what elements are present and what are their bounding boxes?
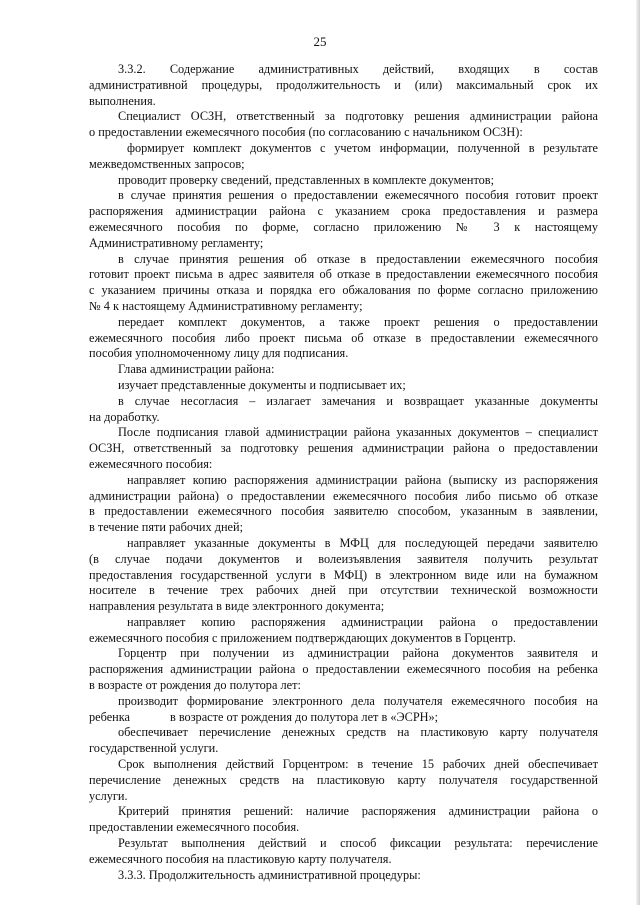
text-line: ребенка в возрасте от рождения до полутора лет в «ЭСРН»;: [89, 709, 439, 724]
text-line: в случае принятия решения об отказе в предоставлении ежемесячного пособия: [118, 251, 598, 266]
text-line: администрации района) о предоставлении ежемесячного пособия либо письмо об отказе: [89, 488, 598, 503]
text-line: ежемесячного пособия на пластиковую карту получателя.: [89, 851, 392, 866]
text-line: предоставления государственной услуги в МФЦ) в электронном виде или на бумажном: [89, 567, 598, 582]
text-line: государственной услуги.: [89, 741, 219, 756]
text-line: выполнения.: [89, 93, 156, 108]
text-line: проводит проверку сведений, представленных в комплекте документов;: [118, 172, 495, 187]
text-line: распоряжения администрации района о предоставлении ежемесячного пособия на ребенка: [89, 662, 598, 677]
text-line: в случае несогласия – излагает замечания и возвращает указанные документы: [118, 393, 598, 408]
text-line: (в случае подачи документов и волеизъявления заявителя получить результат: [89, 551, 598, 566]
text-line: передает комплект документов, а также проект решения о предоставлении: [118, 314, 598, 329]
text-line: административной процедуры, продолжительность и (или) максимальный срок их: [89, 77, 598, 92]
text-line: Специалист ОСЗН, ответственный за подготовку решения администрации района: [118, 109, 598, 124]
text-line: на доработку.: [89, 409, 160, 424]
scan-edge-shadow: [636, 0, 640, 905]
text-line: направляет указанные документы в МФЦ для последующей передачи заявителю: [127, 535, 598, 550]
text-line: в течение пяти рабочих дней;: [89, 520, 243, 535]
text-line: Административному регламенту;: [89, 235, 264, 250]
text-line: носителе в течение трех рабочих дней при отсутствии технической возможности: [89, 583, 598, 598]
text-line: ежемесячного пособия по форме, согласно приложению № 3 к настоящему: [89, 219, 598, 234]
text-line: направления результата в виде электронного документа;: [89, 599, 385, 614]
text-line: в предоставлении ежемесячного пособия заявителю способом, указанным в заявлении,: [89, 504, 598, 519]
text-line: готовит проект письма в адрес заявителя об отказе в предоставлении ежемесячного пособия: [89, 267, 598, 282]
text-line: предоставлении ежемесячного пособия.: [89, 820, 300, 835]
text-line: Срок выполнения действий Горцентром: в течение 15 рабочих дней обеспечивает: [118, 757, 598, 772]
text-line: направляет копию распоряжения администрации района (выписку из распоряжения: [127, 472, 598, 487]
body-text: [89, 62, 598, 883]
text-line: Горцентр при получении из администрации района документов заявителя и: [118, 646, 598, 661]
text-line: ежемесячного пособия либо проект письма об отказе в предоставлении ежемесячного: [89, 330, 598, 345]
text-line: № 4 к настоящему Административному регламенту;: [89, 298, 363, 313]
text-line: в случае принятия решения о предоставлении ежемесячного пособия готовит проект: [118, 188, 598, 203]
text-line: ОСЗН, ответственный за подготовку решения администрации района о предоставлении: [89, 441, 598, 456]
text-line: перечисление денежных средств на пластиковую карту получателя государственной: [89, 772, 598, 787]
text-line: производит формирование электронного дела получателя ежемесячного пособия на: [118, 693, 598, 708]
text-line: Глава администрации района:: [118, 362, 275, 377]
text-line: изучает представленные документы и подписывает их;: [118, 377, 406, 392]
section-heading: 3.3.2. Содержание административных действий, входящих в состав: [118, 62, 598, 76]
text-line: межведомственных запросов;: [89, 156, 245, 171]
text-line: ежемесячного пособия с приложением подтверждающих документов в Горцентр.: [89, 630, 516, 645]
text-line: обеспечивает перечисление денежных средств на пластиковую карту получателя: [118, 725, 598, 740]
text-line: направляет копию распоряжения администрации района о предоставлении: [127, 614, 598, 629]
text-line: о предоставлении ежемесячного пособия (по согласованию с начальником ОСЗН):: [89, 125, 523, 140]
text-line: Критерий принятия решений: наличие распоряжения администрации района о: [118, 804, 598, 819]
text-line: Результат выполнения действий и способ фиксации результата: перечисление: [118, 836, 598, 851]
text-line: в возрасте от рождения до полутора лет:: [89, 678, 301, 693]
section-heading: 3.3.3. Продолжительность административной процедуры:: [118, 867, 421, 882]
text-line: распоряжения администрации района с указанием срока предоставления и размера: [89, 204, 598, 219]
text-line: пособия уполномоченному лицу для подписания.: [89, 346, 349, 361]
text-line: ежемесячного пособия:: [89, 456, 213, 471]
text-line: с указанием причины отказа и порядка его обжалования по форме согласно приложению: [89, 283, 598, 298]
text-line: После подписания главой администрации района указанных документов – специалист: [118, 425, 598, 440]
text-line: формирует комплект документов с учетом информации, полученной в результате: [127, 140, 598, 155]
page-number: 25: [313, 34, 327, 49]
text-line: услуги.: [89, 788, 128, 803]
